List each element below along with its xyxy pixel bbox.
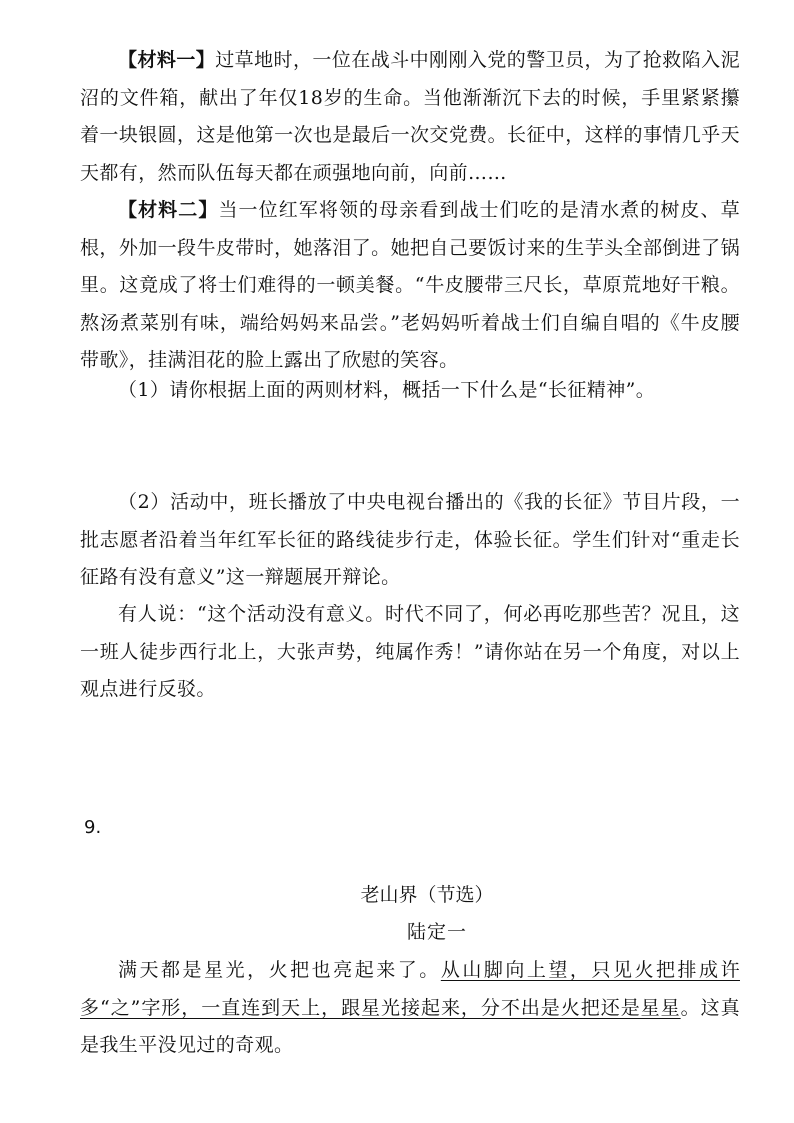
passage-text-start: 满天都是星光，火把也亮起来了。 <box>118 959 441 981</box>
question-one: （1）请你根据上面的两则材料，概括一下什么是“长征精神”。 <box>118 379 656 401</box>
material-one-text: 过草地时，一位在战斗中刚刚入党的警卫员，为了抢救陷入泥沼的文件箱，献出了年仅18岁的生命。当他渐渐沉下去的时候，手里紧紧攥着一块银圆，这是他第一次也是最后一次交党费。长征中，这样的事情几乎天天都有，然而队伍每天都在顽强地向前，向前…… <box>80 49 740 184</box>
material-two-text: 当一位红军将领的母亲看到战士们吃的是清水煮的树皮、草根，外加一段牛皮带时，她落泪了。她把自己要饭讨来的生芋头全部倒进了锅里。这竟成了将士们难得的一顿美餐。“牛皮腰带三尺长，草原荒地好干粮。熬汤煮菜别有味，端给妈妈来品尝。”老妈妈听着战士们自编自唱的《牛皮腰带歌》，挂满泪花的脸上露出了欣慰的笑容。 <box>80 199 740 371</box>
passage-text-end: 。这真是我生平没见过的奇观。 <box>80 996 740 1056</box>
passage-paragraph <box>80 952 740 1065</box>
passage-underlined-sentence: 从山脚向上望，只见火把排成许多“之”字形，一直连到天上，跟星光接起来，分不出是火把还是星星 <box>80 959 740 1019</box>
question-two-followup: 有人说：“这个活动没有意义。时代不同了，何必再吃那些苦？况且，这一班人徒步西行北上，大张声势，纯属作秀！”请你站在另一个角度，对以上观点进行反驳。 <box>80 603 740 700</box>
question-two: （2）活动中，班长播放了中央电视台播出的《我的长征》节目片段，一批志愿者沿着当年红军长征的路线徒步行走，体验长征。学生们针对“重走长征路有没有意义”这一辩题展开辩论。 <box>80 491 740 588</box>
material-two-label: 【材料二】 <box>118 199 219 221</box>
passage-author: 陆定一 <box>406 921 467 943</box>
material-one-paragraph <box>80 42 740 192</box>
question-number: 9. <box>84 817 102 838</box>
material-one-label: 【材料一】 <box>118 49 216 71</box>
passage-title: 老山界（节选） <box>360 884 494 906</box>
material-two-paragraph <box>80 192 740 380</box>
